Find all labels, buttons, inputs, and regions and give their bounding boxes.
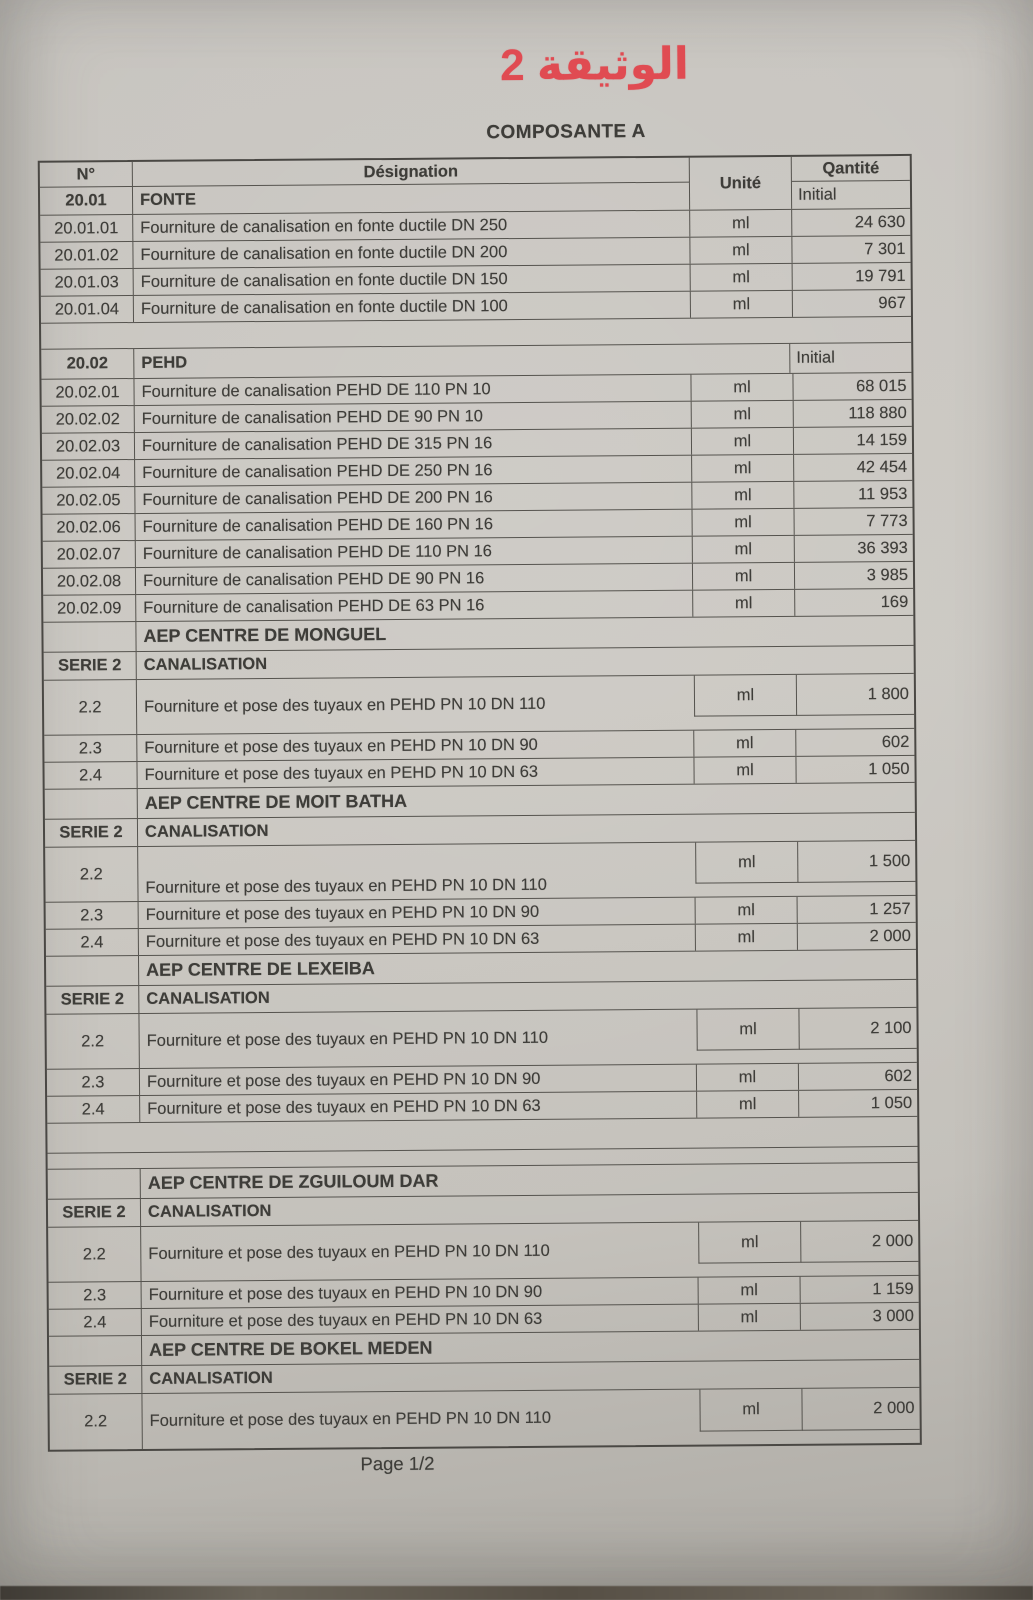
- cell-num: SERIE 2: [45, 819, 138, 847]
- cell-quantity: 602: [884, 1066, 913, 1085]
- cell-designation: Fourniture de canalisation PEHD DE 63 PN 16: [136, 591, 693, 621]
- column-header-designation: Désignation: [133, 158, 690, 187]
- cell-designation: CANALISATION: [144, 821, 269, 841]
- cell-num: 2.3: [47, 1069, 140, 1096]
- row-2.2: [48, 1221, 918, 1283]
- cell-designation: Fourniture et pose des tuyaux en PEHD PN 10 DN 90: [137, 731, 694, 761]
- section-title: AEP CENTRE DE ZGUILOUM DAR: [147, 1170, 439, 1193]
- cell-designation: Fourniture et pose des tuyaux en PEHD PN 10 DN 110: [143, 694, 546, 716]
- cell-quantity: 68 015: [855, 376, 907, 395]
- row-2.2: [44, 674, 914, 736]
- cell-quantity: 2 100: [798, 1008, 916, 1050]
- cell-designation: Fourniture de canalisation PEHD DE 315 PN 16: [135, 429, 692, 459]
- cell-designation: Fourniture et pose des tuyaux en PEHD PN 10 DN 90: [142, 1278, 699, 1308]
- cell-designation: Fourniture de canalisation PEHD DE 110 PN 16: [136, 537, 693, 567]
- cell-quantity: 7 773: [866, 511, 908, 530]
- cell-unit: ml: [691, 374, 793, 401]
- cell-num: 2.2: [46, 1014, 139, 1069]
- unit-qty-group: [695, 841, 915, 884]
- cell-quantity: 19 791: [855, 266, 906, 285]
- cell-num: [48, 1169, 141, 1199]
- cell-unit: ml: [692, 428, 794, 455]
- cell-num: 20.02: [41, 349, 134, 379]
- cell-unit: ml: [691, 264, 793, 291]
- cell-unit: ml: [690, 210, 792, 237]
- cell-num: 2.2: [48, 1227, 141, 1282]
- cell-designation: Fourniture et pose des tuyaux en PEHD PN 10 DN 90: [140, 1065, 697, 1095]
- cell-quantity: 42 454: [856, 457, 908, 476]
- cell-designation: Fourniture de canalisation en fonte ductile DN 100: [134, 292, 691, 322]
- cell-unit: ml: [696, 897, 798, 924]
- cell-quantity: 967: [878, 293, 906, 312]
- photo-bottom-edge: [0, 1586, 1033, 1600]
- cell-quantity-label: Initial: [789, 343, 911, 373]
- cell-unit: ml: [696, 1009, 798, 1051]
- cell-designation: Fourniture de canalisation en fonte ductile DN 150: [134, 265, 691, 295]
- cell-designation: Fourniture et pose des tuyaux en PEHD PN 10 DN 110: [149, 1408, 552, 1430]
- cell-unit: ml: [692, 482, 794, 509]
- cell-num: 20.02.07: [43, 541, 136, 568]
- cell-unit: ml: [692, 455, 794, 482]
- cell-unit: ml: [693, 536, 795, 563]
- group-header-num: 20.01: [40, 187, 133, 215]
- cell-designation: CANALISATION: [143, 654, 268, 674]
- cell-num: 2.3: [49, 1282, 142, 1309]
- cell-designation: Fourniture et pose des tuyaux en PEHD PN 10 DN 110: [148, 1241, 550, 1263]
- cell-quantity: 1 050: [868, 759, 910, 778]
- cell-unit: ml: [694, 757, 796, 784]
- cell-num: SERIE 2: [44, 652, 137, 680]
- cell-designation: Fourniture de canalisation PEHD DE 250 PN 16: [135, 456, 692, 486]
- cell-unit: ml: [690, 237, 792, 264]
- cell-quantity: 1 800: [796, 674, 914, 716]
- cell-num: 20.02.05: [42, 487, 135, 514]
- column-header-quantity: Qantité: [792, 156, 910, 182]
- cell-quantity: 2 000: [869, 926, 911, 945]
- cell-num: 2.4: [47, 1096, 140, 1123]
- unit-qty-group: [694, 674, 914, 717]
- row-2.2: [46, 1008, 916, 1070]
- row-2.2: [49, 1388, 919, 1450]
- cell-designation: Fourniture de canalisation en fonte ductile DN 250: [133, 211, 690, 241]
- cell-num: 2.2: [45, 847, 138, 902]
- cell-designation: CANALISATION: [149, 1368, 273, 1388]
- cell-designation: Fourniture et pose des tuyaux en PEHD PN 10 DN 110: [145, 875, 547, 897]
- cell-unit: ml: [697, 1064, 799, 1091]
- cell-unit: ml: [691, 291, 793, 318]
- cell-num: 20.01.03: [41, 269, 134, 296]
- cell-quantity: 169: [880, 592, 909, 611]
- section-title: AEP CENTRE DE MONGUEL: [143, 624, 387, 646]
- cell-unit: ml: [694, 730, 796, 757]
- cell-quantity: 3 985: [866, 565, 909, 584]
- cell-quantity: 14 159: [856, 430, 908, 449]
- cell-unit: ml: [699, 1389, 801, 1432]
- cell-num: SERIE 2: [46, 986, 139, 1014]
- cell-unit: ml: [693, 563, 795, 590]
- table-header: [40, 156, 910, 216]
- cell-designation: Fourniture et pose des tuyaux en PEHD PN 10 DN 63: [139, 925, 696, 955]
- section-title: AEP CENTRE DE LEXEIBA: [146, 958, 375, 980]
- component-subtitle: COMPOSANTE A: [486, 120, 646, 144]
- cell-designation: Fourniture et pose des tuyaux en PEHD PN 10 DN 90: [139, 898, 696, 928]
- unit-qty-group: [696, 1008, 916, 1051]
- cell-quantity: 1 257: [869, 899, 911, 918]
- cell-quantity: 2 000: [801, 1388, 919, 1431]
- cell-num: [46, 956, 139, 986]
- cell-quantity: 24 630: [854, 212, 906, 231]
- cell-unit: ml: [699, 1304, 801, 1331]
- cell-quantity: 118 880: [848, 403, 907, 422]
- cell-quantity: 11 953: [858, 484, 908, 503]
- cell-unit: ml: [699, 1277, 801, 1304]
- cell-num: 2.4: [49, 1309, 142, 1336]
- row-2.2: [45, 841, 915, 903]
- quantities-table: [38, 154, 922, 1452]
- cell-quantity: 2 000: [800, 1221, 918, 1263]
- cell-unit: ml: [697, 1091, 799, 1118]
- cell-num: 2.4: [46, 929, 139, 956]
- cell-unit: ml: [696, 924, 798, 951]
- cell-designation: Fourniture de canalisation PEHD DE 90 PN 16: [136, 564, 693, 594]
- cell-quantity: 602: [881, 732, 910, 751]
- cell-num: 2.3: [44, 735, 137, 762]
- cell-quantity: 1 159: [872, 1279, 914, 1298]
- table-rows: [40, 209, 920, 1450]
- unit-qty-group: [699, 1388, 919, 1432]
- cell-num: [45, 789, 138, 819]
- cell-designation: CANALISATION: [146, 988, 270, 1008]
- cell-designation: Fourniture et pose des tuyaux en PEHD PN 10 DN 110: [146, 1028, 549, 1050]
- cell-num: 2.4: [44, 762, 137, 789]
- group-header-initial-label: Initial: [797, 185, 837, 204]
- cell-designation: Fourniture de canalisation en fonte ductile DN 200: [133, 238, 690, 268]
- section-title: AEP CENTRE DE MOIT BATHA: [144, 790, 408, 813]
- cell-num: SERIE 2: [49, 1366, 142, 1394]
- cell-num: 20.02.03: [42, 433, 135, 460]
- cell-unit: ml: [694, 675, 796, 717]
- cell-unit: ml: [698, 1222, 800, 1264]
- cell-quantity: 1 050: [870, 1093, 913, 1112]
- cell-designation: Fourniture et pose des tuyaux en PEHD PN 10 DN 63: [137, 758, 694, 788]
- cell-designation: Fourniture de canalisation PEHD DE 160 PN 16: [136, 510, 693, 540]
- cell-unit: ml: [693, 590, 795, 617]
- cell-num: 20.02.01: [41, 379, 134, 406]
- cell-num: 20.02.06: [43, 514, 136, 541]
- cell-unit: ml: [692, 401, 794, 428]
- cell-designation: Fourniture et pose des tuyaux en PEHD PN 10 DN 63: [140, 1092, 697, 1122]
- cell-num: 20.02.09: [43, 595, 136, 622]
- cell-num: 20.02.08: [43, 568, 136, 595]
- cell-num: [43, 622, 136, 652]
- cell-num: 20.01.02: [40, 242, 133, 269]
- cell-quantity: 36 393: [857, 538, 908, 557]
- cell-num: SERIE 2: [48, 1199, 141, 1227]
- section-title: AEP CENTRE DE BOKEL MEDEN: [149, 1337, 433, 1360]
- cell-designation: PEHD: [141, 353, 188, 372]
- cell-num: 20.02.04: [42, 460, 135, 487]
- cell-quantity: 1 500: [797, 841, 915, 883]
- cell-num: 20.02.02: [42, 406, 135, 433]
- cell-designation: Fourniture de canalisation PEHD DE 110 PN 10: [134, 375, 691, 405]
- cell-unit: ml: [693, 509, 795, 536]
- cell-quantity: 3 000: [872, 1306, 914, 1325]
- page-number: Page 1/2: [360, 1452, 435, 1475]
- cell-num: 2.2: [49, 1394, 142, 1450]
- cell-num: [49, 1336, 142, 1366]
- cell-num: 2.3: [46, 902, 139, 929]
- cell-designation: Fourniture de canalisation PEHD DE 200 PN 16: [135, 483, 692, 513]
- unit-qty-group: [698, 1221, 918, 1264]
- cell-designation: Fourniture et pose des tuyaux en PEHD PN 10 DN 63: [142, 1305, 699, 1335]
- cell-num: 20.01.01: [40, 215, 133, 242]
- group-header-name: FONTE: [133, 183, 690, 214]
- cell-designation: Fourniture de canalisation PEHD DE 90 PN 10: [135, 402, 692, 432]
- cell-unit: ml: [695, 842, 797, 884]
- cell-quantity: 7 301: [864, 239, 906, 258]
- cell-num: 2.2: [44, 680, 137, 735]
- cell-designation: CANALISATION: [147, 1201, 272, 1221]
- column-header-num: N°: [40, 162, 133, 188]
- document-arabic-title: الوثيقة 2: [499, 39, 690, 91]
- cell-num: 20.01.04: [41, 296, 134, 323]
- column-header-unit: Unité: [690, 157, 792, 210]
